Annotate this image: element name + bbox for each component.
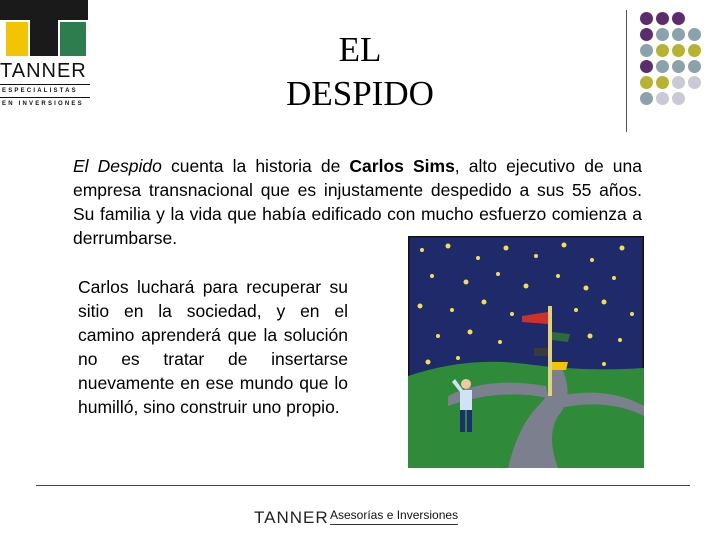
decorative-dot	[672, 28, 685, 41]
decorative-dot	[656, 44, 669, 57]
decorative-dot	[688, 44, 701, 57]
footer-divider	[36, 485, 690, 486]
tanner-logo	[0, 0, 92, 118]
decorative-dot	[688, 60, 701, 73]
decorative-dot	[672, 44, 685, 57]
decorative-dot	[640, 92, 653, 105]
decorative-dot	[656, 76, 669, 89]
logo-stem	[30, 0, 58, 56]
logo-wordmark: TANNER	[0, 60, 87, 82]
decorative-dot	[672, 12, 685, 25]
plot-paragraph: Carlos luchará para recuperar su sitio en la sociedad, y en el camino aprenderá que la solución no es tratar de insertarse nuevamente en ese mundo que lo humilló, sino construir uno propio.	[78, 277, 348, 417]
decorative-dot	[688, 76, 701, 89]
decorative-dot-grid	[640, 10, 720, 120]
title-line-2: DESPIDO	[286, 74, 434, 113]
decorative-dot	[656, 12, 669, 25]
slide-title	[260, 28, 460, 116]
title-line-1: EL	[338, 30, 382, 69]
decorative-dot	[640, 60, 653, 73]
decorative-dot	[688, 28, 701, 41]
decorative-dot	[640, 76, 653, 89]
decorative-dot	[672, 92, 685, 105]
logo-subtitle-1: ESPECIALISTAS	[2, 88, 78, 94]
footer-brand: TANNER	[254, 508, 329, 527]
decorative-dot	[672, 76, 685, 89]
logo-subtitle-2: EN INVERSIONES	[2, 101, 84, 107]
film-title-italic: El Despido	[73, 156, 162, 176]
logo-divider	[0, 84, 90, 85]
decorative-dot	[656, 92, 669, 105]
protagonist-name: Carlos Sims	[349, 156, 455, 176]
decorative-dot	[656, 28, 669, 41]
decorative-dot	[640, 28, 653, 41]
decorative-dot	[640, 44, 653, 57]
intro-text-a: cuenta la historia de	[161, 156, 350, 176]
crossroads-illustration	[408, 236, 644, 468]
decorative-dot	[656, 60, 669, 73]
logo-yellow-block	[6, 22, 28, 56]
footer-tagline: Asesorías e Inversiones	[330, 508, 458, 525]
decorative-dot	[672, 60, 685, 73]
decorative-vertical-line	[626, 10, 627, 132]
logo-divider-2	[0, 97, 90, 98]
intro-text-b: , alto ejecutivo de una empresa transnacional que es injustamente despedido a sus 55 años. Su familia y la vida que había edificado con mucho esfuerzo comienza a derrumbarse.	[73, 156, 642, 248]
logo-green-block	[60, 22, 86, 56]
decorative-dot	[640, 12, 653, 25]
